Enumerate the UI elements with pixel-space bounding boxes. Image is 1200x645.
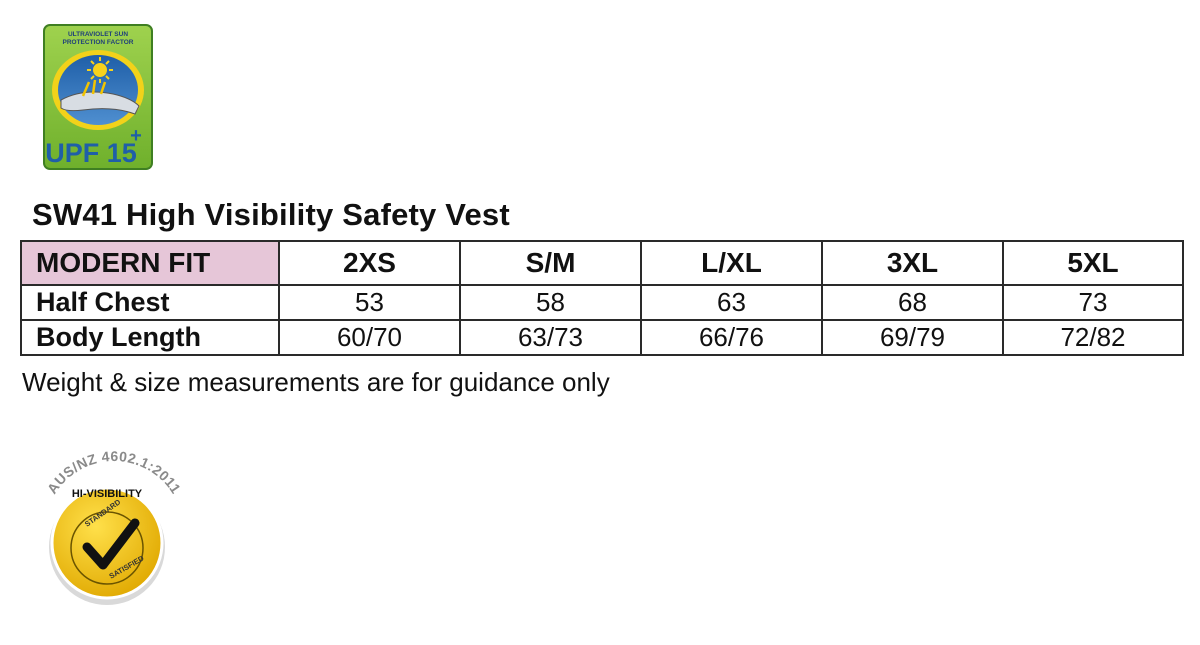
table-cell: 53 bbox=[279, 285, 460, 320]
table-cell: 60/70 bbox=[279, 320, 460, 355]
table-cell: 68 bbox=[822, 285, 1003, 320]
table-row bbox=[21, 285, 1183, 320]
table-cell: 69/79 bbox=[822, 320, 1003, 355]
row-label: Half Chest bbox=[21, 285, 279, 320]
table-cell: 63 bbox=[641, 285, 822, 320]
hi-visibility-standard-badge bbox=[25, 435, 200, 610]
upf-superscript: + bbox=[130, 125, 142, 147]
upf-15-badge bbox=[43, 24, 153, 170]
upf-label: UPF 15 bbox=[45, 138, 137, 168]
table-cell: 66/76 bbox=[641, 320, 822, 355]
ring-bottom-text: SATISFIED bbox=[107, 553, 146, 581]
upf-top-text-1: ULTRAVIOLET SUN bbox=[67, 31, 129, 38]
table-header-row bbox=[21, 241, 1183, 285]
disclaimer-text: Weight & size measurements are for guidance only bbox=[22, 367, 610, 397]
size-header: 3XL bbox=[822, 241, 1003, 285]
table-cell: 72/82 bbox=[1003, 320, 1183, 355]
fit-label: MODERN FIT bbox=[21, 241, 279, 285]
standard-arc-text: AUS/NZ 4602.1:2011 bbox=[43, 447, 185, 497]
size-header: L/XL bbox=[641, 241, 822, 285]
size-header: 5XL bbox=[1003, 241, 1183, 285]
table-cell: 58 bbox=[460, 285, 641, 320]
size-header: 2XS bbox=[279, 241, 460, 285]
row-label: Body Length bbox=[21, 320, 279, 355]
ring-top-text: STANDARD bbox=[82, 497, 123, 529]
upf-top-text-2: PROTECTION FACTOR bbox=[62, 39, 134, 46]
table-cell: 63/73 bbox=[460, 320, 641, 355]
size-chart-table bbox=[20, 240, 1184, 356]
hivis-heading: HI-VISIBILITY bbox=[71, 488, 143, 500]
table-cell: 73 bbox=[1003, 285, 1183, 320]
product-title: SW41 High Visibility Safety Vest bbox=[32, 197, 510, 232]
size-header: S/M bbox=[460, 241, 641, 285]
table-row bbox=[21, 320, 1183, 355]
